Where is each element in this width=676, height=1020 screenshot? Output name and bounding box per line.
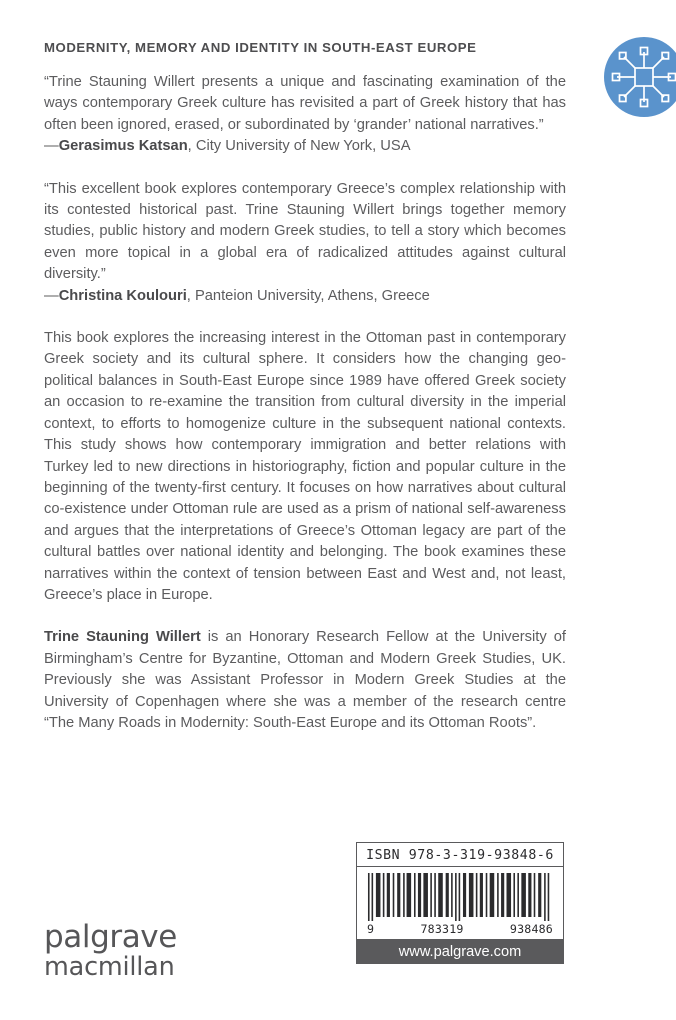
endorsement-1-dash: —	[44, 138, 59, 155]
series-title: MODERNITY, MEMORY AND IDENTITY IN SOUTH-EAST EUROPE	[44, 40, 477, 55]
isbn-label: ISBN 978-3-319-93848-6	[366, 848, 554, 863]
book-blurb: This book explores the increasing interest in the Ottoman past in contemporary Greek society and its cultural sphere. It considers how the changing geo-political balances in South-East Europe since 1989 have offered Greek society an occasion to re-examine the transition from cultural diversity in the imperial context, to efforts to homogenize culture in the subsequent national contexts. This study shows how contemporary immigration and better relations with Turkey led to new directions in historiography, fiction and popular culture in the beginning of the twenty-first century. It focuses on how narratives about cultural co-existence under Ottoman rule are used as a prism of national self-awareness and argues that the interpretations of Greece’s Ottoman legacy are part of the cultural battles over national identity and belonging. The book examines these narratives within the context of tension between East and West and, not least, Greece’s place in Europe.	[44, 330, 566, 603]
endorsement-1-affiliation: , City University of New York, USA	[187, 138, 411, 155]
barcode-digit-group-2: 938486	[509, 922, 553, 936]
barcode-block	[356, 842, 564, 964]
publisher-website-bar[interactable]	[356, 939, 564, 964]
endorsement-1-attribution	[44, 136, 566, 157]
author-name: Trine Stauning Willert	[44, 629, 201, 646]
endorsement-1-endorser: Gerasimus Katsan	[58, 138, 188, 155]
isbn-label-bar	[356, 842, 564, 867]
author-bio-text: is an Honorary Research Fellow at the University of Birmingham’s Centre for Byzantine, Ottoman and Modern Greek Studies, UK. Previously she was Assistant Professor in Modern Greek Studies at the University of Copenhagen where she was a member of the research centre “The Many Roads in Modernity: South-East Europe and its Ottoman Roots”.	[44, 629, 566, 731]
series-roundel-logo	[604, 37, 676, 117]
barcode-bars	[366, 873, 554, 921]
barcode-bars-container	[356, 867, 564, 939]
barcode-digit-group-1: 783319	[420, 922, 464, 936]
endorsement-2-quote: “This excellent book explores contemporary Greece’s complex relationship with its contested historical past. Trine Stauning Willert brings together memory studies, public history and modern Greek studies, to tell a story which becomes even more topical in a global era of radicalized attitudes against cultural diversity.”	[44, 180, 566, 283]
publisher-logo	[44, 921, 244, 981]
barcode-digit-lead: 9	[367, 922, 375, 936]
barcode-digits	[366, 921, 554, 936]
publisher-logo-line-1: palgrave	[44, 919, 177, 955]
endorsement-2-affiliation: , Panteion University, Athens, Greece	[186, 287, 430, 304]
endorsement-2-dash: —	[44, 287, 59, 304]
author-bio	[44, 627, 566, 734]
endorsement-2-attribution	[44, 286, 566, 307]
endorsement-2-endorser: Christina Koulouri	[58, 287, 187, 304]
endorsement-2	[44, 179, 566, 307]
endorsement-1-quote: “Trine Stauning Willert presents a unique and fascinating examination of the ways contemporary Greek culture has revisited a part of Greek history that has often been ignored, erased, or subordinated by ‘grander’ national narratives.”	[44, 74, 566, 133]
publisher-logo-line-2: macmillan	[44, 952, 175, 982]
cover-text-column	[44, 72, 566, 754]
endorsement-1	[44, 72, 566, 158]
publisher-website: www.palgrave.com	[398, 943, 522, 960]
